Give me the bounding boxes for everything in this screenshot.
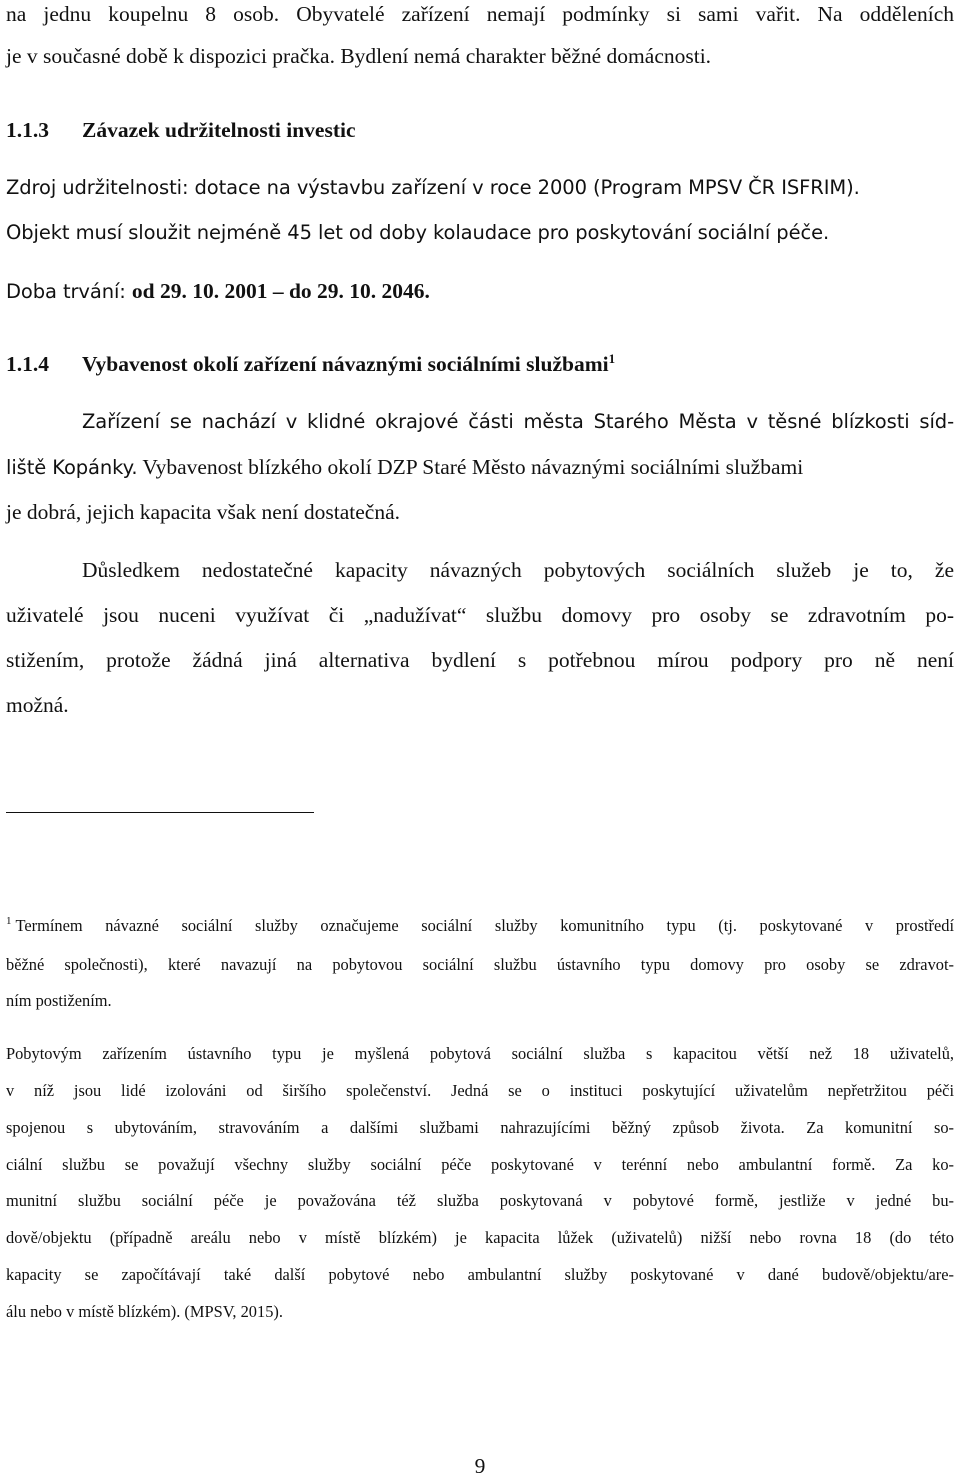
body-text-line: Objekt musí sloužit nejméně 45 let od doby kolaudace pro poskytování sociální péče. [6, 221, 830, 244]
section-title: Závazek udržitelnosti investic [82, 118, 356, 142]
body-text-line: na jednu koupelnu 8 osob. Obyvatelé zařízení nemají podmínky si sami vařit. Na odděleních [6, 2, 954, 26]
body-text-line [6, 453, 954, 482]
section-number: 1.1.4 [6, 352, 49, 376]
section-number: 1.1.3 [6, 118, 49, 142]
footnote-line: ciální službu se považují všechny služby sociální péče poskytované v terénní nebo ambulantní formě. Za ko- [6, 1155, 954, 1174]
footnote-marker: 1 [6, 915, 12, 927]
text-run: Termínem návazné sociální služby označujeme sociální služby komunitního typu (tj. poskytované v prostředí [15, 916, 954, 935]
body-text-line: je v současné době k dispozici pračka. Bydlení nemá charakter běžné domácnosti. [6, 44, 712, 68]
text-run: Vybavenost blízkého okolí DZP Staré Město návaznými sociálními službami [137, 455, 804, 479]
body-text-line: stižením, protože žádná jiná alternativa bydlení s potřebnou mírou podpory pro ně není [6, 648, 954, 672]
body-text-line: uživatelé jsou nuceni využívat či „nadužívat“ službu domovy pro osoby se zdravotním po- [6, 603, 954, 627]
duration-value: od 29. 10. 2001 – do 29. 10. 2046. [131, 279, 430, 303]
footnote-line: munitní službu sociální péče je považována též služba poskytovaná v pobytové formě, jestliže v jedné bu- [6, 1191, 954, 1210]
page-number: 9 [474, 1454, 486, 1478]
footnote-line: kapacity se započítávají také další pobytové nebo ambulantní služby poskytované v dané budově/objektu/are- [6, 1265, 954, 1284]
body-text-line: Zařízení se nachází v klidné okrajové části města Starého Města v těsné blízkosti síd- [82, 410, 954, 433]
body-text-line: Důsledkem nedostatečné kapacity návazných pobytových sociálních služeb je to, že [82, 558, 954, 582]
footnote-line: álu nebo v místě blízkém). (MPSV, 2015). [6, 1302, 283, 1321]
footnote-reference: 1 [608, 351, 616, 366]
section-title: Vybavenost okolí zařízení návaznými sociálními službami [82, 352, 609, 376]
duration-label: Doba trvání: [6, 280, 132, 303]
footnote-line: v níž jsou lidé izolováni od širšího společenství. Jedná se o instituci poskytující uživatelům nepřetržitou péči [6, 1081, 954, 1100]
footnote-line: spojenou s ubytováním, stravováním a dalšími službami nahrazujícími běžný způsob života. Za komunitní so- [6, 1118, 954, 1137]
text-run: liště Kopánky. [6, 456, 138, 479]
footnote-line: dově/objektu (případně areálu nebo v místě blízkém) je kapacita lůžek (uživatelů) nižší nebo rovna 18 (do této [6, 1228, 954, 1247]
footnote-line [6, 915, 954, 937]
body-text-line: je dobrá, jejich kapacita však není dostatečná. [6, 500, 401, 524]
section-heading-1-1-3 [6, 116, 356, 144]
section-heading-1-1-4 [6, 350, 615, 378]
duration-line [6, 277, 954, 306]
footnote-line: Pobytovým zařízením ústavního typu je myšlená pobytová sociální služba s kapacitou větší než 18 uživatelů, [6, 1044, 954, 1063]
footnote-line: běžné společnosti), které navazují na pobytovou sociální službu ústavního typu domovy pro osoby se zdravot- [6, 955, 954, 974]
footnote-separator [6, 812, 314, 813]
body-text-line: možná. [6, 693, 69, 717]
footnote-line: ním postižením. [6, 991, 112, 1010]
body-text-line: Zdroj udržitelnosti: dotace na výstavbu zařízení v roce 2000 (Program MPSV ČR ISFRIM). [6, 176, 860, 199]
